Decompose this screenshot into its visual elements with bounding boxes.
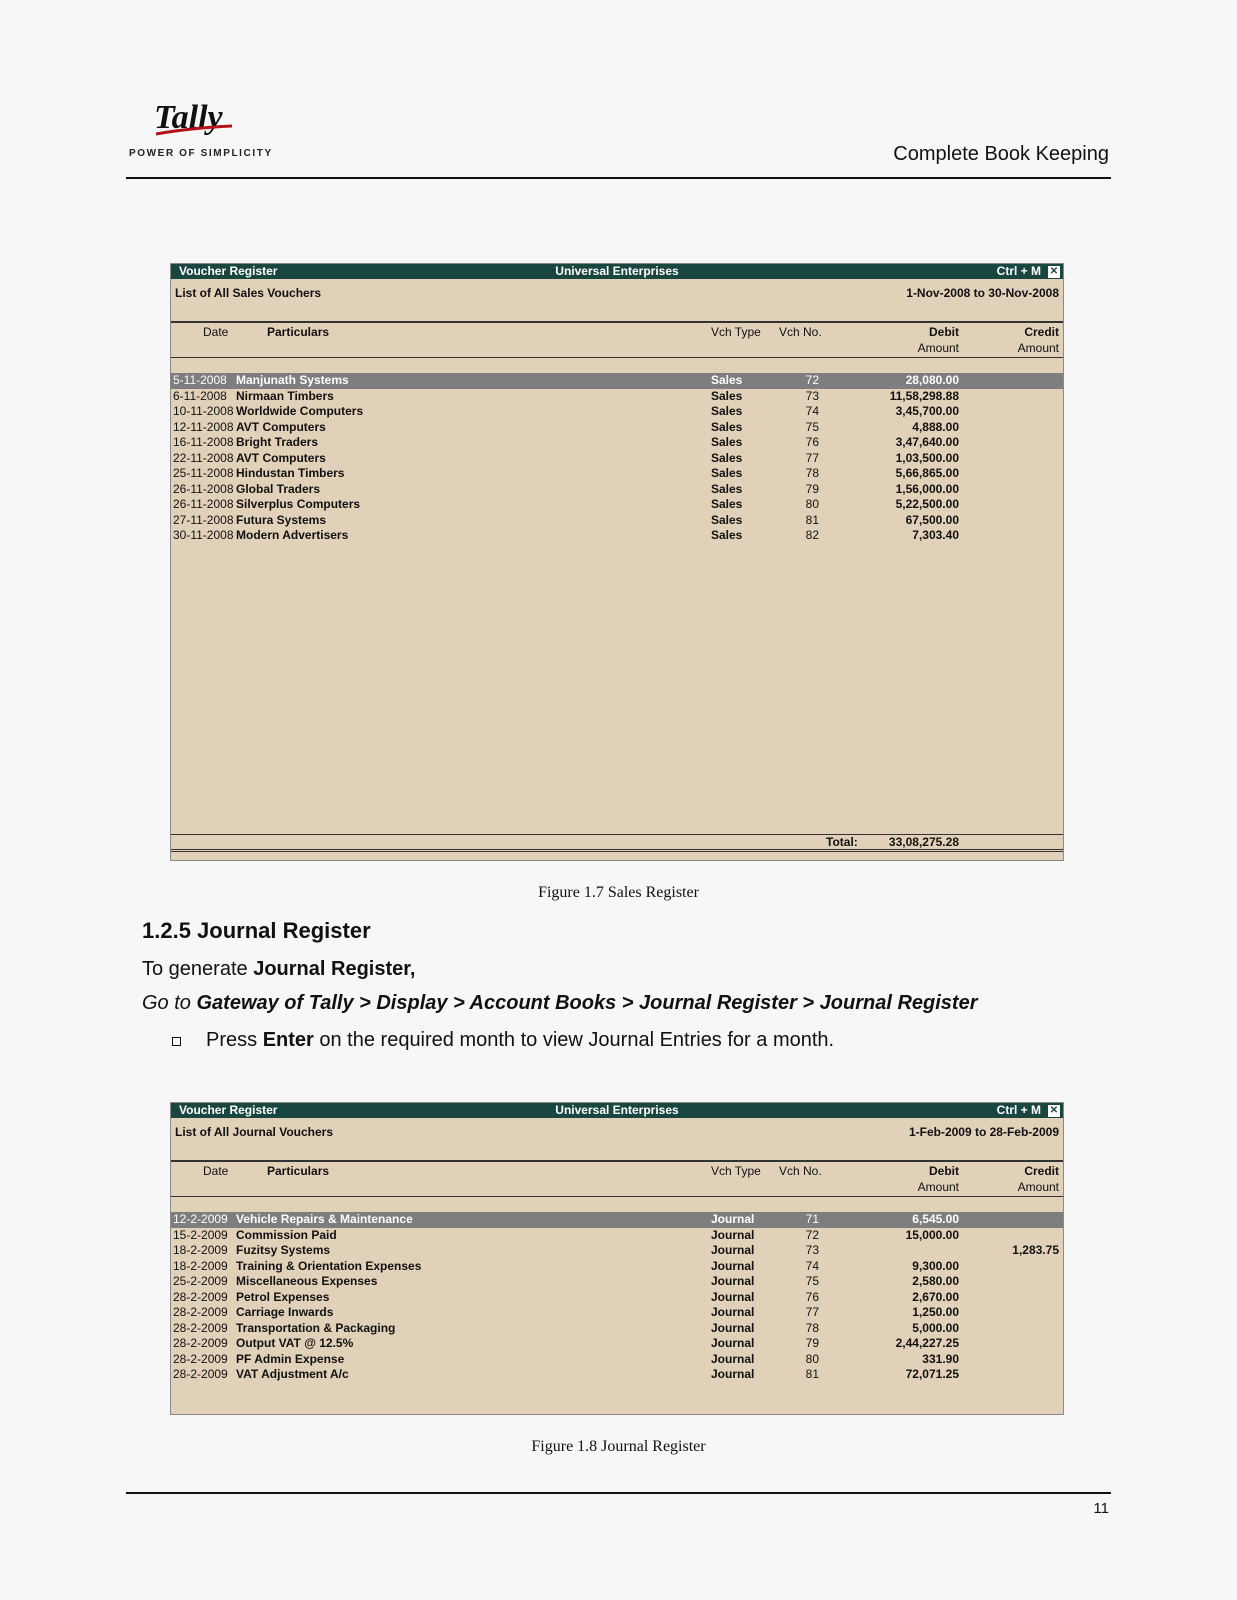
- voucher-particulars: Carriage Inwards: [236, 1305, 334, 1319]
- bullet-suffix: on the required month to view Journal Entries for a month.: [313, 1029, 835, 1051]
- intro-prefix: To generate: [142, 958, 254, 980]
- voucher-number: 74: [805, 1258, 819, 1273]
- voucher-row[interactable]: [171, 389, 1063, 405]
- voucher-list: [171, 1212, 1063, 1383]
- voucher-particulars: Futura Systems: [236, 512, 327, 527]
- voucher-row[interactable]: [171, 1290, 1063, 1306]
- voucher-number: 72: [805, 1227, 819, 1242]
- voucher-number: 76: [805, 435, 819, 449]
- voucher-debit: 7,303.40: [912, 528, 959, 542]
- voucher-date: 5-11-2008: [173, 373, 227, 387]
- voucher-particulars: Transportation & Packaging: [236, 1320, 396, 1335]
- voucher-date: 27-11-2008: [173, 512, 234, 527]
- voucher-particulars: Petrol Expenses: [236, 1289, 330, 1304]
- voucher-type: Sales: [711, 450, 743, 465]
- voucher-debit: 1,250.00: [912, 1305, 959, 1319]
- total-debit: 33,08,275.28: [888, 835, 959, 849]
- voucher-date: 28-2-2009: [173, 1320, 228, 1335]
- voucher-debit: 1,56,000.00: [895, 481, 959, 496]
- col-particulars: Particulars: [267, 1164, 330, 1178]
- col-credit: Credit: [1024, 325, 1059, 339]
- figure-caption-journal: Figure 1.8 Journal Register: [531, 1438, 706, 1455]
- voucher-number: 73: [805, 1243, 819, 1257]
- col-debit-sub: Amount: [917, 341, 959, 355]
- col-vch-no: Vch No.: [779, 1164, 822, 1178]
- voucher-number: 72: [805, 373, 819, 387]
- voucher-particulars: Modern Advertisers: [236, 528, 349, 542]
- voucher-debit: 3,47,640.00: [895, 435, 959, 449]
- voucher-type: Sales: [711, 388, 743, 403]
- voucher-number: 81: [805, 1367, 819, 1381]
- voucher-number: 75: [805, 1274, 819, 1288]
- voucher-particulars: Worldwide Computers: [236, 404, 364, 418]
- voucher-date: 22-11-2008: [173, 450, 234, 465]
- voucher-list: [171, 373, 1063, 544]
- voucher-row[interactable]: [171, 404, 1063, 420]
- voucher-row[interactable]: [171, 1228, 1063, 1244]
- voucher-row[interactable]: [171, 482, 1063, 498]
- path-bold: Gateway of Tally > Display > Account Books > Journal Register > Journal Register: [196, 992, 978, 1014]
- voucher-number: 76: [805, 1289, 819, 1304]
- voucher-debit: 9,300.00: [912, 1258, 959, 1273]
- voucher-date: 28-2-2009: [173, 1351, 228, 1366]
- col-debit: Debit: [929, 1164, 959, 1178]
- voucher-date: 28-2-2009: [173, 1305, 228, 1319]
- voucher-type: Journal: [711, 1258, 755, 1273]
- voucher-type: Sales: [711, 528, 743, 542]
- voucher-debit: 72,071.25: [905, 1367, 959, 1381]
- voucher-type: Sales: [711, 435, 743, 449]
- company-name: Universal Enterprises: [555, 264, 679, 278]
- voucher-debit: 28,080.00: [905, 373, 959, 387]
- voucher-row[interactable]: [171, 451, 1063, 467]
- voucher-number: 80: [805, 1351, 819, 1366]
- voucher-particulars: Miscellaneous Expenses: [236, 1274, 378, 1288]
- voucher-credit: 1,283.75: [1012, 1243, 1059, 1257]
- voucher-particulars: Training & Orientation Expenses: [236, 1258, 422, 1273]
- voucher-debit: 6,545.00: [912, 1212, 959, 1226]
- voucher-particulars: Vehicle Repairs & Maintenance: [236, 1212, 413, 1226]
- voucher-debit: 4,888.00: [912, 419, 959, 434]
- voucher-type: Sales: [711, 466, 743, 480]
- voucher-number: 78: [805, 1320, 819, 1335]
- voucher-type: Sales: [711, 373, 743, 387]
- voucher-debit: 5,66,865.00: [895, 466, 959, 480]
- voucher-debit: 67,500.00: [905, 512, 959, 527]
- window-title: Voucher Register: [179, 1103, 278, 1117]
- voucher-particulars: Commission Paid: [236, 1227, 337, 1242]
- column-headers: [171, 321, 1063, 358]
- voucher-particulars: VAT Adjustment A/c: [236, 1367, 349, 1381]
- voucher-particulars: Fuzitsy Systems: [236, 1243, 331, 1257]
- navigation-path: [142, 992, 977, 1015]
- journal-register-window: [170, 1102, 1064, 1415]
- voucher-debit: 2,580.00: [912, 1274, 959, 1288]
- report-period[interactable]: 1-Nov-2008 to 30-Nov-2008: [906, 286, 1059, 300]
- voucher-date: 25-2-2009: [173, 1274, 228, 1288]
- intro-bold: Journal Register,: [253, 958, 416, 980]
- voucher-type: Journal: [711, 1320, 755, 1335]
- voucher-row[interactable]: [171, 1352, 1063, 1368]
- voucher-particulars: Silverplus Computers: [236, 497, 361, 511]
- col-vch-type: Vch Type: [711, 1164, 761, 1178]
- col-vch-no: Vch No.: [779, 325, 822, 339]
- voucher-date: 12-11-2008: [173, 419, 234, 434]
- svg-text:Tally: Tally: [154, 99, 223, 136]
- voucher-debit: 2,44,227.25: [895, 1336, 959, 1350]
- voucher-type: Journal: [711, 1274, 755, 1288]
- voucher-row[interactable]: [171, 497, 1063, 513]
- voucher-number: 79: [805, 1336, 819, 1350]
- voucher-row[interactable]: [171, 1367, 1063, 1383]
- col-particulars: Particulars: [267, 325, 330, 339]
- col-debit-sub: Amount: [917, 1180, 959, 1194]
- bullet-text: [206, 1029, 834, 1052]
- voucher-particulars: PF Admin Expense: [236, 1351, 345, 1366]
- voucher-type: Sales: [711, 497, 743, 511]
- voucher-particulars: Hindustan Timbers: [236, 466, 345, 480]
- report-period[interactable]: 1-Feb-2009 to 28-Feb-2009: [908, 1125, 1059, 1139]
- voucher-date: 28-2-2009: [173, 1289, 228, 1304]
- voucher-row[interactable]: [171, 1212, 1063, 1228]
- voucher-debit: 11,58,298.88: [889, 388, 959, 403]
- report-subheader: [171, 1118, 1063, 1160]
- voucher-particulars: AVT Computers: [236, 450, 326, 465]
- window-title: Voucher Register: [179, 264, 278, 278]
- voucher-row[interactable]: [171, 373, 1063, 389]
- voucher-row[interactable]: [171, 420, 1063, 436]
- list-title: List of All Sales Vouchers: [175, 286, 322, 300]
- voucher-date: 30-11-2008: [173, 528, 234, 542]
- figure-caption-sales: Figure 1.7 Sales Register: [538, 884, 699, 901]
- col-credit-sub: Amount: [1017, 341, 1059, 355]
- shortcut-label[interactable]: Ctrl + M: [996, 1103, 1041, 1117]
- journal-titlebar: [171, 1103, 1063, 1118]
- voucher-row[interactable]: [171, 1274, 1063, 1290]
- voucher-particulars: AVT Computers: [236, 419, 326, 434]
- voucher-date: 18-2-2009: [173, 1243, 228, 1257]
- close-icon[interactable]: ✕: [1049, 266, 1059, 277]
- voucher-row[interactable]: [171, 1336, 1063, 1352]
- voucher-particulars: Global Traders: [236, 481, 321, 496]
- total-bar: [171, 834, 1063, 852]
- bullet-square-icon: [172, 1037, 181, 1046]
- path-prefix: Go to: [142, 992, 197, 1014]
- voucher-date: 16-11-2008: [173, 435, 234, 449]
- voucher-type: Journal: [711, 1305, 755, 1319]
- voucher-row[interactable]: [171, 1243, 1063, 1259]
- voucher-number: 78: [805, 466, 819, 480]
- voucher-type: Journal: [711, 1243, 755, 1257]
- voucher-type: Journal: [711, 1336, 755, 1350]
- header-rule: [126, 177, 1111, 179]
- col-vch-type: Vch Type: [711, 325, 761, 339]
- voucher-type: Journal: [711, 1367, 755, 1381]
- voucher-number: 81: [805, 512, 819, 527]
- voucher-debit: 15,000.00: [905, 1227, 959, 1242]
- list-title: List of All Journal Vouchers: [175, 1125, 334, 1139]
- sales-register-window: [170, 263, 1064, 861]
- voucher-particulars: Manjunath Systems: [236, 373, 349, 387]
- intro-text: [142, 958, 415, 981]
- bullet-bold: Enter: [262, 1029, 314, 1051]
- bullet-prefix: Press: [206, 1029, 263, 1051]
- voucher-debit: 2,670.00: [912, 1289, 959, 1304]
- tally-logo: [128, 98, 273, 162]
- voucher-debit: 5,000.00: [912, 1320, 959, 1335]
- voucher-row[interactable]: [171, 1259, 1063, 1275]
- voucher-number: 80: [805, 497, 819, 511]
- voucher-type: Journal: [711, 1289, 755, 1304]
- report-subheader: [171, 279, 1063, 321]
- logo-tagline: POWER OF SIMPLICITY: [129, 148, 273, 159]
- voucher-number: 74: [805, 404, 819, 418]
- voucher-particulars: Bright Traders: [236, 435, 319, 449]
- column-headers: [171, 1160, 1063, 1197]
- voucher-number: 82: [805, 528, 819, 542]
- voucher-type: Journal: [711, 1212, 755, 1226]
- page-number: 11: [1093, 1500, 1109, 1517]
- voucher-type: Sales: [711, 404, 743, 418]
- tally-logo-mark: [150, 98, 240, 142]
- voucher-debit: 1,03,500.00: [895, 450, 959, 465]
- voucher-date: 25-11-2008: [173, 466, 234, 480]
- voucher-type: Sales: [711, 419, 743, 434]
- voucher-row[interactable]: [171, 513, 1063, 529]
- voucher-date: 26-11-2008: [173, 497, 234, 511]
- footer-rule: [126, 1492, 1111, 1494]
- voucher-date: 6-11-2008: [173, 388, 227, 403]
- voucher-row[interactable]: [171, 1321, 1063, 1337]
- voucher-number: 73: [805, 388, 819, 403]
- voucher-number: 71: [805, 1212, 819, 1226]
- voucher-type: Journal: [711, 1351, 755, 1366]
- col-credit-sub: Amount: [1017, 1180, 1059, 1194]
- voucher-number: 77: [805, 450, 819, 465]
- voucher-particulars: Output VAT @ 12.5%: [236, 1336, 354, 1350]
- total-label: Total:: [826, 835, 858, 849]
- sales-titlebar: [171, 264, 1063, 279]
- voucher-debit: 3,45,700.00: [895, 404, 959, 418]
- voucher-date: 12-2-2009: [173, 1212, 228, 1226]
- voucher-date: 10-11-2008: [173, 404, 234, 418]
- company-name: Universal Enterprises: [555, 1103, 679, 1117]
- voucher-number: 77: [805, 1305, 819, 1319]
- voucher-type: Journal: [711, 1227, 755, 1242]
- voucher-number: 75: [805, 419, 819, 434]
- col-credit: Credit: [1024, 1164, 1059, 1178]
- voucher-debit: 5,22,500.00: [895, 497, 959, 511]
- voucher-type: Sales: [711, 512, 743, 527]
- voucher-date: 18-2-2009: [173, 1258, 228, 1273]
- voucher-row[interactable]: [171, 466, 1063, 482]
- voucher-date: 28-2-2009: [173, 1336, 228, 1350]
- col-date: Date: [203, 1164, 229, 1178]
- close-icon[interactable]: ✕: [1049, 1105, 1059, 1116]
- col-debit: Debit: [929, 325, 959, 339]
- voucher-date: 26-11-2008: [173, 481, 234, 496]
- section-heading: 1.2.5 Journal Register: [142, 918, 371, 943]
- voucher-number: 79: [805, 481, 819, 496]
- voucher-date: 28-2-2009: [173, 1367, 228, 1381]
- voucher-particulars: Nirmaan Timbers: [236, 388, 334, 403]
- document-title: Complete Book Keeping: [893, 143, 1109, 165]
- voucher-row[interactable]: [171, 528, 1063, 544]
- shortcut-label[interactable]: Ctrl + M: [996, 264, 1041, 278]
- col-date: Date: [203, 325, 229, 339]
- voucher-type: Sales: [711, 481, 743, 496]
- voucher-date: 15-2-2009: [173, 1227, 228, 1242]
- voucher-row[interactable]: [171, 1305, 1063, 1321]
- voucher-debit: 331.90: [922, 1351, 959, 1366]
- voucher-row[interactable]: [171, 435, 1063, 451]
